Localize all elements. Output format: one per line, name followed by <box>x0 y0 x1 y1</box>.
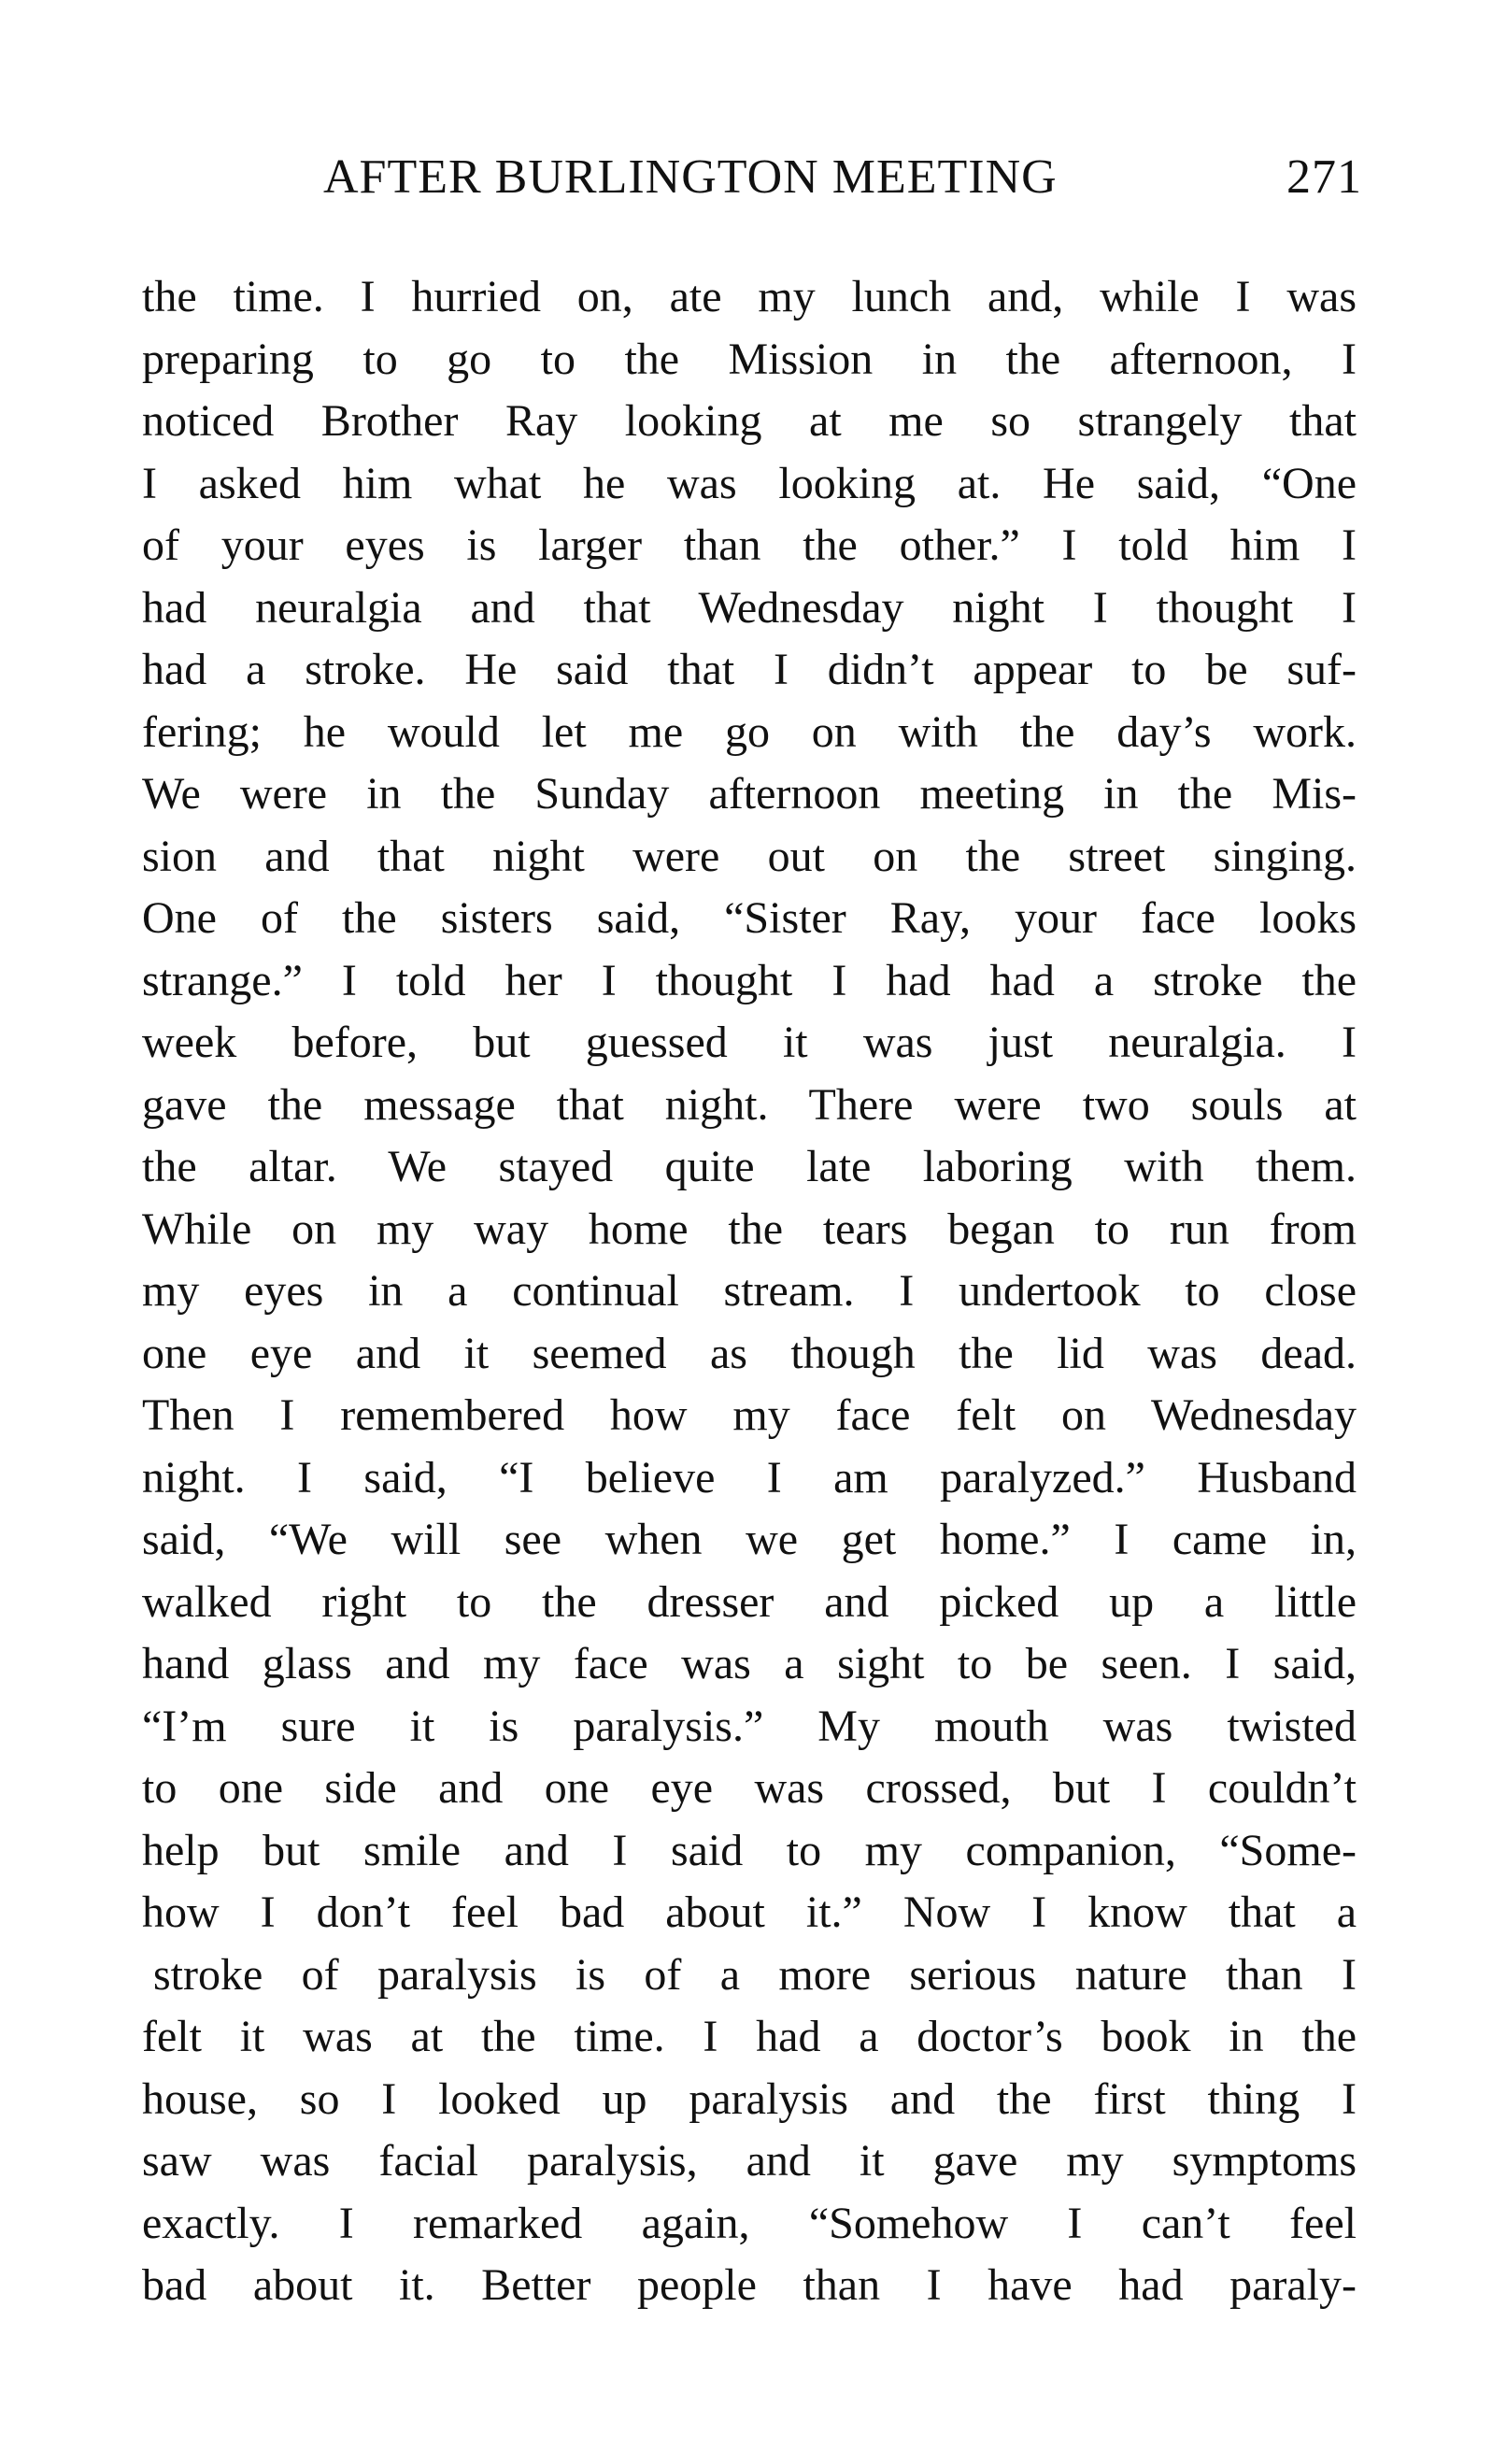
text-line: how I don’t feel bad about it.” Now I know that a <box>142 1887 1357 1937</box>
running-title: AFTER BURLINGTON MEETING <box>323 150 1058 204</box>
text-line: had neuralgia and that Wednesday night I thought I <box>142 582 1357 633</box>
text-line: had a stroke. He said that I didn’t appear to be suf- <box>142 645 1357 694</box>
text-line: to one side and one eye was crossed, but I couldn’t <box>142 1763 1357 1813</box>
text-line: saw was facial paralysis, and it gave my symptoms <box>142 2136 1357 2186</box>
page-number: 271 <box>1286 150 1362 204</box>
text-line: sion and that night were out on the street singing. <box>142 831 1357 881</box>
text-line: said, “We will see when we get home.” I came in, <box>142 1515 1357 1564</box>
text-line: We were in the Sunday afternoon meeting in the Mis- <box>142 769 1357 819</box>
text-line: the time. I hurried on, ate my lunch and, while I was <box>142 272 1357 321</box>
text-line: one eye and it seemed as though the lid was dead. <box>142 1328 1357 1378</box>
text-line: Then I remembered how my face felt on Wednesday <box>142 1390 1357 1440</box>
text-line: While on my way home the tears began to run from <box>142 1204 1357 1254</box>
text-line: “I’m sure it is paralysis.” My mouth was twisted <box>142 1701 1357 1751</box>
text-line: help but smile and I said to my companion, “Some- <box>142 1825 1357 1875</box>
text-line: fering; he would let me go on with the day’s work. <box>142 706 1357 757</box>
text-line: week before, but guessed it was just neuralgia. I <box>142 1018 1357 1067</box>
text-line: felt it was at the time. I had a doctor’s book in the <box>142 2012 1357 2061</box>
text-line: of your eyes is larger than the other.” I told him I <box>142 520 1357 570</box>
text-line: the altar. We stayed quite late laboring with them. <box>142 1142 1357 1191</box>
text-line: gave the message that night. There were two souls at <box>142 1079 1357 1130</box>
text-line: exactly. I remarked again, “Somehow I can’t feel <box>142 2198 1357 2248</box>
text-line: One of the sisters said, “Sister Ray, your face looks <box>142 893 1357 943</box>
text-line: I asked him what he was looking at. He said, “One <box>142 458 1357 508</box>
text-line: my eyes in a continual stream. I undertook to close <box>142 1266 1357 1316</box>
running-head <box>140 140 1362 215</box>
text-line: walked right to the dresser and picked up a little <box>142 1576 1357 1627</box>
text-line: stroke of paralysis is of a more serious nature than I <box>153 1949 1357 2000</box>
text-line: night. I said, “I believe I am paralyzed.” Husband <box>142 1452 1357 1503</box>
text-line: preparing to go to the Mission in the afternoon, I <box>142 334 1357 384</box>
body-text <box>142 266 1357 2317</box>
text-line: house, so I looked up paralysis and the first thing I <box>142 2073 1357 2124</box>
text-line: strange.” I told her I thought I had had a stroke the <box>142 955 1357 1005</box>
text-line: bad about it. Better people than I have had paraly- <box>142 2260 1357 2310</box>
text-line: noticed Brother Ray looking at me so strangely that <box>142 396 1357 446</box>
text-line: hand glass and my face was a sight to be seen. I said, <box>142 1639 1357 1688</box>
